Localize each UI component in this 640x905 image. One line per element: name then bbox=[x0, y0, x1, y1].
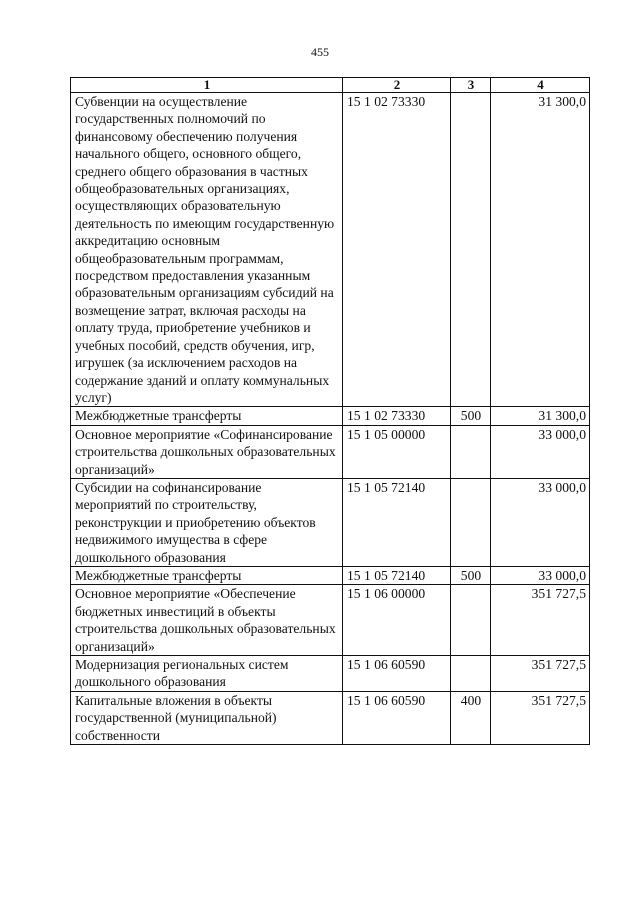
header-col-2: 2 bbox=[343, 78, 451, 93]
row-name-cell: Основное мероприятие «Обеспечение бюджетных инвестиций в объекты строительства дошкольных образовательных организаций» bbox=[71, 585, 343, 656]
row-amount-cell: 33 000,0 bbox=[491, 478, 590, 566]
row-name-cell: Основное мероприятие «Софинансирование строительства дошкольных образовательных организаций» bbox=[71, 425, 343, 478]
table-row bbox=[71, 691, 590, 744]
row-amount-cell: 33 000,0 bbox=[491, 425, 590, 478]
row-code-cell: 15 1 05 72140 bbox=[343, 566, 451, 584]
table-header-row bbox=[71, 78, 590, 93]
row-code-cell: 15 1 02 73330 bbox=[343, 93, 451, 407]
header-col-3: 3 bbox=[451, 78, 491, 93]
row-amount-cell: 31 300,0 bbox=[491, 93, 590, 407]
row-name-cell: Межбюджетные трансферты bbox=[71, 566, 343, 584]
table-row bbox=[71, 478, 590, 566]
row-group-cell bbox=[451, 93, 491, 407]
row-code-cell: 15 1 06 60590 bbox=[343, 656, 451, 692]
table-row bbox=[71, 407, 590, 425]
row-name-cell: Субвенции на осуществление государственных полномочий по финансовому обеспечению получения начального общего, основного общего, среднего общего образования в частных общеобразовательных организациях, осуществляющих образовательную деятельность по имеющим государственную аккредитацию основным общеобразовательным программам, посредством предоставления указанным образовательным организациям субсидий на возмещение затрат, включая расходы на оплату труда, приобретение учебников и учебных пособий, средств обучения, игр, игрушек (за исключением расходов на содержание зданий и оплату коммунальных услуг) bbox=[71, 93, 343, 407]
row-amount-cell: 351 727,5 bbox=[491, 656, 590, 692]
row-group-cell: 500 bbox=[451, 407, 491, 425]
row-name-cell: Капитальные вложения в объекты государственной (муниципальной) собственности bbox=[71, 691, 343, 744]
row-amount-cell: 351 727,5 bbox=[491, 691, 590, 744]
row-amount-cell: 351 727,5 bbox=[491, 585, 590, 656]
row-group-cell bbox=[451, 656, 491, 692]
row-code-cell: 15 1 05 72140 bbox=[343, 478, 451, 566]
row-name-cell: Модернизация региональных систем дошкольного образования bbox=[71, 656, 343, 692]
row-name-cell: Межбюджетные трансферты bbox=[71, 407, 343, 425]
row-name-cell: Субсидии на софинансирование мероприятий по строительству, реконструкции и приобретению объектов недвижимого имущества в сфере дошкольного образования bbox=[71, 478, 343, 566]
row-code-cell: 15 1 02 73330 bbox=[343, 407, 451, 425]
budget-table bbox=[70, 77, 590, 745]
row-code-cell: 15 1 06 00000 bbox=[343, 585, 451, 656]
row-group-cell bbox=[451, 585, 491, 656]
table-row bbox=[71, 585, 590, 656]
table-row bbox=[71, 656, 590, 692]
row-group-cell: 400 bbox=[451, 691, 491, 744]
row-amount-cell: 31 300,0 bbox=[491, 407, 590, 425]
table-row bbox=[71, 93, 590, 407]
row-code-cell: 15 1 05 00000 bbox=[343, 425, 451, 478]
page-number: 455 bbox=[311, 45, 329, 59]
row-amount-cell: 33 000,0 bbox=[491, 566, 590, 584]
row-group-cell: 500 bbox=[451, 566, 491, 584]
table-row bbox=[71, 566, 590, 584]
header-col-4: 4 bbox=[491, 78, 590, 93]
table-row bbox=[71, 425, 590, 478]
row-group-cell bbox=[451, 478, 491, 566]
row-code-cell: 15 1 06 60590 bbox=[343, 691, 451, 744]
row-group-cell bbox=[451, 425, 491, 478]
header-col-1: 1 bbox=[71, 78, 343, 93]
